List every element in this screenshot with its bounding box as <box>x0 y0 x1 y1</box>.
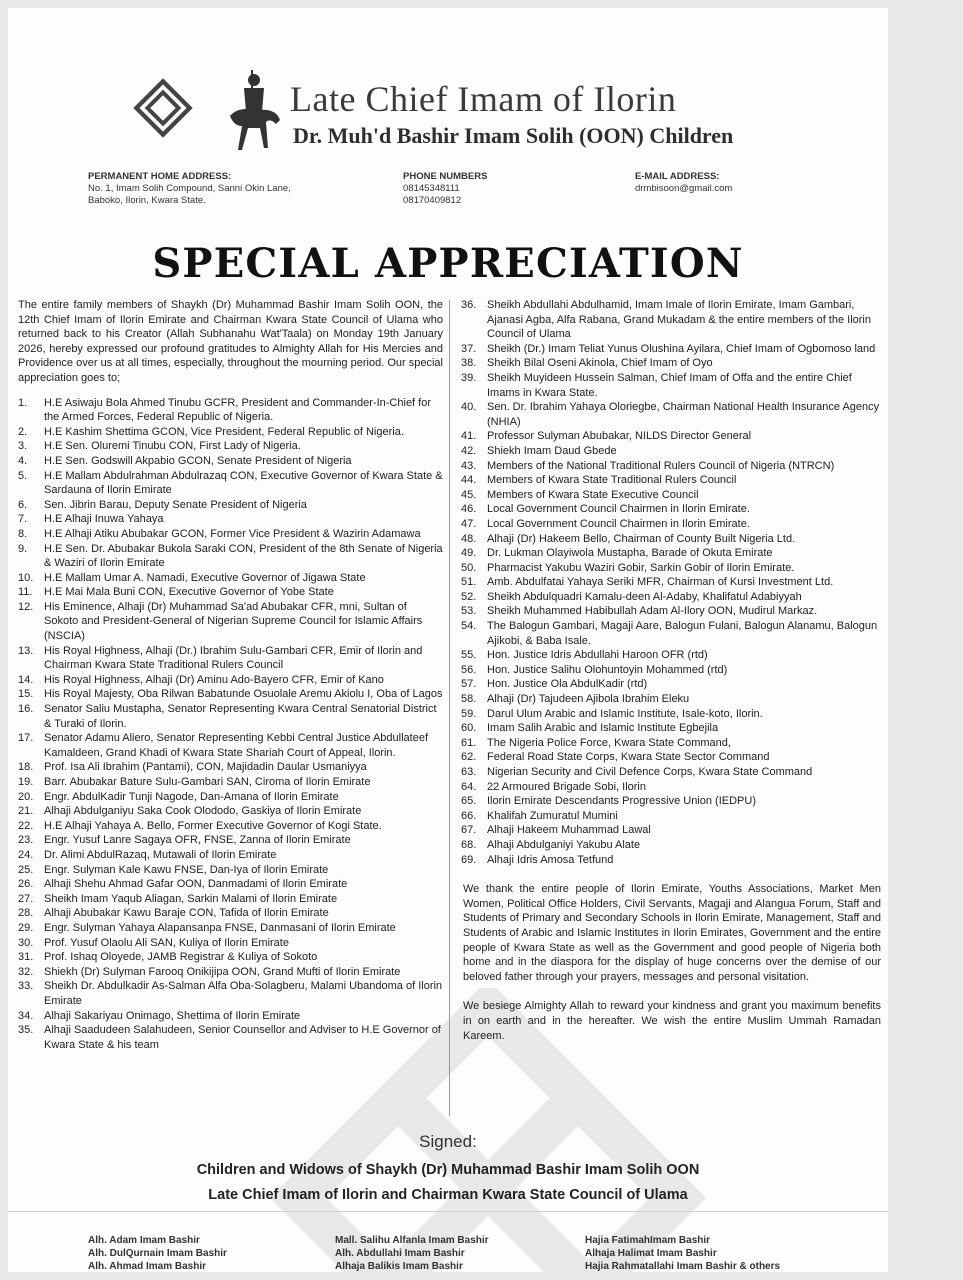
list-item <box>18 877 443 892</box>
list-item <box>18 775 443 790</box>
list-item-text: Federal Road State Corps, Kwara State Sector Command <box>487 751 770 764</box>
list-item-text: Professor Sulyman Abubakar, NILDS Director General <box>487 430 752 443</box>
list-item-number: 18. <box>18 761 34 774</box>
email-label: E-MAIL ADDRESS: <box>635 171 720 182</box>
email-block <box>635 171 835 195</box>
list-item-number: 3. <box>18 440 28 453</box>
list-item <box>18 702 443 731</box>
list-item <box>18 1009 443 1024</box>
list-item-number: 4. <box>18 454 28 467</box>
list-item <box>461 517 881 532</box>
list-item <box>461 648 881 663</box>
list-item-text: Engr. AbdulKadir Tunji Nagode, Dan-Amana of Ilorin Emirate <box>44 790 339 803</box>
list-item-text: Alhaji Saadudeen Salahudeen, Senior Counsellor and Adviser to H.E Governor of Kwara State & his team <box>44 1024 441 1051</box>
list-item <box>18 833 443 848</box>
list-item <box>18 921 443 936</box>
list-item <box>18 979 443 1008</box>
list-item <box>461 823 881 838</box>
list-item-number: 28. <box>18 907 34 920</box>
list-item-text: Dr. Alimi AbdulRazaq, Mutawali of Ilorin Emirate <box>44 848 277 861</box>
list-item-text: Prof. Yusuf Olaolu Ali SAN, Kuliya of Ilorin Emirate <box>44 936 289 949</box>
list-item-number: 61. <box>461 736 477 749</box>
list-item <box>18 965 443 980</box>
signed-label: Signed: <box>419 1132 477 1151</box>
list-item-text: Sheikh (Dr.) Imam Teliat Yunus Olushina Ayilara, Chief Imam of Ogbomoso land <box>487 342 876 355</box>
list-item-text: Alhaji Abdulganiyu Saka Cook Olododo, Gaskiya of Ilorin Emirate <box>44 805 362 818</box>
list-item-text: Prof. Ishaq Oloyede, JAMB Registrar & Kuliya of Sokoto <box>44 951 318 964</box>
appreciation-list-left <box>18 396 443 1053</box>
list-item-number: 31. <box>18 951 34 964</box>
list-item-number: 69. <box>461 853 477 866</box>
list-item-text: Shiekh Imam Daud Gbede <box>487 444 617 457</box>
list-item-number: 63. <box>461 766 477 778</box>
list-item-number: 10. <box>18 571 34 584</box>
list-item-text: H.E Mai Mala Buni CON, Executive Governor of Yobe State <box>44 586 334 599</box>
list-item-number: 50. <box>461 561 477 574</box>
list-item-number: 34. <box>18 1009 34 1022</box>
list-item <box>461 473 881 488</box>
list-item <box>461 750 881 765</box>
address-line: Baboko, Ilorin, Kwara State. <box>88 195 206 206</box>
page-headline: SPECIAL APPRECIATION <box>152 240 744 287</box>
list-item <box>18 644 443 673</box>
list-item-number: 67. <box>461 824 477 837</box>
signatory-name: Alh. Abdullahi Imam Bashir <box>335 1248 465 1259</box>
list-item <box>461 765 881 780</box>
list-item-text: H.E Mallam Umar A. Namadi, Executive Governor of Jigawa State <box>44 571 366 584</box>
list-item-number: 29. <box>18 921 34 934</box>
list-item-number: 64. <box>461 780 477 793</box>
list-item-text: H.E Asiwaju Bola Ahmed Tinubu GCFR, President and Commander-In-Chief for the Armed Forces, Federal Republic of Nigeria. <box>44 396 432 424</box>
list-item-text: His Royal Highness, Alhaji (Dr) Aminu Ado-Bayero CFR, Emir of Kano <box>44 673 384 686</box>
letterhead-title: Late Chief Imam of Ilorin <box>290 79 677 119</box>
letterhead <box>8 8 888 206</box>
list-item-text: Sheikh Abdulquadri Kamalu-deen Al-Adaby, Khalifatul Adabiyyah <box>487 590 802 603</box>
signatory-name: Alh. Adam Imam Bashir <box>88 1235 200 1246</box>
list-item <box>18 439 443 454</box>
list-item-number: 57. <box>461 678 477 691</box>
appreciation-page <box>8 8 888 1272</box>
list-item <box>461 794 881 809</box>
phone-label: PHONE NUMBERS <box>403 171 488 182</box>
address-block <box>88 171 338 207</box>
list-item-number: 36. <box>461 299 477 311</box>
signatory-name: Alh. Ahmad Imam Bashir <box>88 1261 206 1272</box>
list-item <box>461 575 881 590</box>
list-item-number: 44. <box>461 474 477 487</box>
list-item-text: Alhaji Hakeem Muhammad Lawal <box>487 824 651 837</box>
email-address: drmbisoon@gmail.com <box>635 183 733 194</box>
right-column <box>461 298 881 1043</box>
list-item-number: 12. <box>18 600 34 613</box>
list-item <box>461 663 881 678</box>
list-item-text: Sheikh Imam Yaqub Aliagan, Sarkin Malami of Ilorin Emirate <box>44 892 338 905</box>
list-item <box>461 459 881 474</box>
list-item <box>18 1023 443 1052</box>
list-item <box>461 488 881 503</box>
list-item <box>461 692 881 707</box>
list-item-text: His Eminence, Alhaji (Dr) Muhammad Sa'ad Abubakar CFR, mni, Sultan of Sokoto and President-General of Nigerian Supreme Council for Islamic Affairs (NSCIA) <box>44 600 423 643</box>
list-item-text: Barr. Abubakar Bature Sulu-Gambari SAN, Ciroma of Ilorin Emirate <box>44 776 371 788</box>
list-item-number: 48. <box>461 532 477 545</box>
list-item-number: 40. <box>461 401 477 414</box>
signatory-name: Mall. Salihu Alfanla Imam Bashir <box>335 1235 489 1246</box>
list-item-text: Local Government Council Chairmen in Ilorin Emirate. <box>487 503 750 516</box>
address-line: No. 1, Imam Solih Compound, Sanni Okin Lane, <box>88 183 291 194</box>
list-item <box>18 687 443 702</box>
list-item <box>461 604 881 619</box>
list-item-text: Engr. Sulyman Yahaya Alapansanpa FNSE, Danmasani of Ilorin Emirate <box>44 921 396 934</box>
list-item-number: 19. <box>18 776 34 788</box>
list-item-text: Sheikh Bilal Oseni Akinola, Chief Imam of Oyo <box>487 357 713 370</box>
signatories-title-line: Late Chief Imam of Ilorin and Chairman Kwara State Council of Ulama <box>208 1187 688 1203</box>
left-column <box>18 298 443 1052</box>
list-item-text: His Royal Highness, Alhaji (Dr.) Ibrahim Sulu-Gambari CFR, Emir of Ilorin and Chairman Kwara State Traditional Rulers Council <box>44 644 423 672</box>
intro-paragraph: The entire family members of Shaykh (Dr) Muhammad Bashir Imam Solih OON, the 12th Chief Imam of Ilorin Emirate and Chairman Kwara State Council of Ulama who returned back to his Creator (Allah Subhanahu Wat'Taala) on Monday 19th January 2026, hereby expressed our profound gratitudes to Almighty Allah for His Mercies and Providence over us at all times, especially, throughout the mourning period. Our special appreciation goes to; <box>18 299 443 384</box>
list-item-text: Sen. Jibrin Barau, Deputy Senate President of Nigeria <box>44 498 307 511</box>
list-item-number: 45. <box>461 488 477 501</box>
list-item-text: H.E Kashim Shettima GCON, Vice President, Federal Republic of Nigeria. <box>44 425 404 438</box>
list-item-number: 42. <box>461 444 477 457</box>
list-item-text: Pharmacist Yakubu Waziri Gobir, Sarkin Gobir of Ilorin Emirate. <box>487 561 795 574</box>
list-item <box>18 892 443 907</box>
list-item-text: Alhaji (Dr) Tajudeen Ajibola Ibrahim Eleku <box>487 693 690 706</box>
list-item-text: Sen. Dr. Ibrahim Yahaya Oloriegbe, Chairman National Health Insurance Agency (NHIA) <box>487 401 880 428</box>
names-column-2 <box>335 1234 489 1272</box>
phone-number: 08170409812 <box>403 195 462 206</box>
list-item <box>18 600 443 644</box>
list-item <box>18 542 443 571</box>
list-item <box>18 731 443 760</box>
list-item <box>461 502 881 517</box>
list-item <box>18 585 443 600</box>
list-item <box>18 863 443 878</box>
phone-number: 08145348111 <box>403 183 460 194</box>
list-item <box>461 736 881 751</box>
list-item-text: Shiekh (Dr) Sulyman Farooq Onikijipa OON, Grand Mufti of Ilorin Emirate <box>44 965 401 978</box>
list-item <box>461 444 881 459</box>
signatory-name: Alhaja Halimat Imam Bashir <box>585 1248 717 1259</box>
list-item <box>461 298 881 342</box>
list-item <box>18 950 443 965</box>
list-item <box>461 400 881 429</box>
list-item-text: Sheikh Dr. Abdulkadir As-Salman Alfa Oba-Solagberu, Malami Ubandoma of Ilorin Emirate <box>44 980 443 1007</box>
list-item <box>461 853 881 868</box>
list-item-number: 23. <box>18 834 34 847</box>
list-item-number: 32. <box>18 965 34 978</box>
list-item-text: Nigerian Security and Civil Defence Corps, Kwara State Command <box>487 766 813 778</box>
list-item-number: 56. <box>461 663 477 676</box>
list-item-text: Khalifah Zumuratul Mumini <box>487 809 618 822</box>
list-item-number: 24. <box>18 848 34 861</box>
list-item-number: 38. <box>461 357 477 370</box>
list-item <box>461 590 881 605</box>
list-item-number: 41. <box>461 430 477 443</box>
prayer-paragraph: We besiege Almighty Allah to reward your kindness and grant you maximum benefits in on earth and in the hereafter. We wish the entire Muslim Ummah Ramadan Kareem. <box>463 1000 881 1042</box>
list-item-text: Amb. Abdulfatai Yahaya Seriki MFR, Chairman of Kursi Investment Ltd. <box>487 576 834 589</box>
list-item <box>18 673 443 688</box>
signatory-name: Hajia FatimahImam Bashir <box>585 1235 711 1246</box>
list-item-text: Alhaji Idris Amosa Tetfund <box>487 853 614 866</box>
list-item-number: 17. <box>18 732 34 745</box>
list-item <box>461 838 881 853</box>
list-item-text: Engr. Sulyman Kale Kawu FNSE, Dan-Iya of Ilorin Emirate <box>44 863 329 876</box>
list-item-text: H.E Sen. Dr. Abubakar Bukola Saraki CON, President of the 8th Senate of Nigeria & Waziri of Ilorin Emirate <box>44 542 443 570</box>
list-item <box>461 561 881 576</box>
list-item-number: 47. <box>461 517 477 530</box>
list-item-text: Prof. Isa Ali Ibrahim (Pantami), CON, Majidadin Daular Usmaniyya <box>44 761 367 774</box>
list-item-number: 27. <box>18 892 34 905</box>
list-item-text: Hon. Justice Ola AbdulKadir (rtd) <box>487 678 648 691</box>
list-item <box>461 546 881 561</box>
list-item <box>461 721 881 736</box>
list-item-number: 11. <box>18 586 33 599</box>
list-item <box>461 356 881 371</box>
names-column-3 <box>585 1234 780 1272</box>
horse-rider-icon <box>218 68 288 158</box>
list-item-number: 39. <box>461 371 477 384</box>
list-item-text: Darul Ulum Arabic and Islamic Institute, Isale-koto, Ilorin. <box>487 707 763 720</box>
list-item <box>461 371 881 400</box>
list-item <box>461 619 881 648</box>
list-item-text: Alhaji Sakariyau Onimago, Shettima of Ilorin Emirate <box>44 1009 301 1022</box>
list-item <box>18 512 443 527</box>
list-item-text: Sheikh Abdullahi Abdulhamid, Imam Imale of Ilorin Emirate, Imam Gambari, Ajanasi Agba, Alfa Rabana, Grand Mukadam & the entire members of the Ilorin Council of Ulama <box>487 299 871 341</box>
list-item <box>18 848 443 863</box>
closing-paragraph: We thank the entire people of Ilorin Emirate, Youths Associations, Market Men Women, Political Office Holders, Civil Servants, Magaji and Alangua Forum, Staff and Students of Primary and Secondary Schools in Ilorin Emirate, Management, Staff and Students of Arabic and Islamic Institutes in Ilorin Emirates, Government and the entire people of Kwara State as well as the Government and good people of Nigeria both home and in the diaspora for the display of huge concerns over the demise of our beloved father through your prayers, messages and personal visitation. <box>463 883 881 983</box>
list-item-number: 35. <box>18 1024 34 1037</box>
list-item-text: H.E Alhaji Atiku Abubakar GCON, Former Vice President & Wazirin Adamawa <box>44 527 421 540</box>
list-item <box>18 571 443 586</box>
list-item <box>461 342 881 357</box>
emblem-logo-icon <box>130 75 196 141</box>
list-item-number: 8. <box>18 527 28 540</box>
list-item-text: Sheikh Muhammed Habibullah Adam Al-Ilory OON, Mudirul Markaz. <box>487 605 818 618</box>
list-item-number: 33. <box>18 980 34 993</box>
list-item-text: Members of Kwara State Traditional Rulers Council <box>487 474 737 487</box>
appreciation-list-right <box>461 298 881 867</box>
list-item-number: 66. <box>461 809 477 822</box>
list-item <box>18 527 443 542</box>
list-item-number: 16. <box>18 703 34 716</box>
list-item-number: 30. <box>18 936 34 949</box>
list-item-number: 43. <box>461 459 477 472</box>
list-item <box>18 936 443 951</box>
list-item-text: Sheikh Muyideen Hussein Salman, Chief Imam of Offa and the entire Chief Imams in Kwara State. <box>487 371 852 399</box>
list-item-number: 58. <box>461 693 477 706</box>
list-item-text: H.E Sen. Oluremi Tinubu CON, First Lady of Nigeria. <box>44 440 301 453</box>
list-item-text: The Nigeria Police Force, Kwara State Command, <box>487 736 731 749</box>
list-item-number: 2. <box>18 425 28 438</box>
list-item-text: Members of Kwara State Executive Council <box>487 488 699 501</box>
column-divider <box>449 300 450 1116</box>
list-item <box>18 469 443 498</box>
list-item <box>18 760 443 775</box>
list-item-number: 37. <box>461 342 477 355</box>
list-item-text: The Balogun Gambari, Magaji Aare, Balogun Fulani, Balogun Alanamu, Balogun Ajikobi, & Baba Isale. <box>487 620 878 647</box>
signatory-name: Alh. DulQurnain Imam Bashir <box>88 1248 227 1259</box>
list-item-number: 14. <box>18 673 34 686</box>
list-item <box>18 425 443 440</box>
list-item-number: 55. <box>461 649 477 662</box>
list-item-text: Engr. Yusuf Lanre Sagaya OFR, FNSE, Zanna of Ilorin Emirate <box>44 834 351 847</box>
list-item-number: 54. <box>461 620 477 633</box>
list-item <box>18 804 443 819</box>
list-item-text: 22 Armoured Brigade Sobi, Ilorin <box>487 780 646 793</box>
list-item <box>18 819 443 834</box>
list-item-text: Members of the National Traditional Rulers Council of Nigeria (NTRCN) <box>487 459 835 472</box>
list-item <box>18 454 443 469</box>
list-item-text: H.E Mallam Abdulrahman Abdulrazaq CON, Executive Governor of Kwara State & Sardauna of Ilorin Emirate <box>44 469 443 497</box>
list-item <box>461 780 881 795</box>
list-item <box>18 790 443 805</box>
list-item-text: Hon. Justice Idris Abdullahi Haroon OFR (rtd) <box>487 649 708 662</box>
names-column-1 <box>88 1234 227 1272</box>
list-item <box>461 429 881 444</box>
list-item-text: Alhaji Abdulganiyi Yakubu Alate <box>487 838 641 851</box>
list-item-number: 5. <box>18 469 28 482</box>
list-item-text: His Royal Majesty, Oba Rilwan Babatunde Osuolale Aremu Akiolu I, Oba of Lagos <box>44 688 443 701</box>
list-item-number: 59. <box>461 707 477 720</box>
list-item-number: 25. <box>18 863 34 876</box>
list-item-number: 68. <box>461 838 477 851</box>
list-item-text: Alhaji (Dr) Hakeem Bello, Chairman of County Built Nigeria Ltd. <box>487 532 796 545</box>
list-item-text: Alhaji Abubakar Kawu Baraje CON, Tafida of Ilorin Emirate <box>44 907 329 920</box>
list-item-text: Ilorin Emirate Descendants Progressive Union (IEDPU) <box>487 795 756 808</box>
list-item-number: 21. <box>18 805 34 818</box>
letterhead-subtitle: Dr. Muh'd Bashir Imam Solih (OON) Children <box>293 123 734 148</box>
list-item <box>461 809 881 824</box>
signatory-name: Alhaja Balikis Imam Bashir <box>335 1261 463 1272</box>
address-label: PERMANENT HOME ADDRESS: <box>88 171 232 182</box>
list-item-text: Dr. Lukman Olayiwola Mustapha, Barade of Okuta Emirate <box>487 547 773 560</box>
list-item <box>461 677 881 692</box>
list-item-number: 13. <box>18 644 34 657</box>
list-item-number: 51. <box>461 576 477 589</box>
list-item-number: 52. <box>461 590 477 603</box>
phone-block <box>403 171 553 207</box>
list-item-number: 7. <box>18 513 28 526</box>
list-item-number: 65. <box>461 795 477 808</box>
list-item-number: 26. <box>18 878 34 891</box>
list-item-text: Imam Salih Arabic and Islamic Institute Egbejila <box>487 722 719 735</box>
list-item-number: 22. <box>18 819 34 832</box>
list-item-text: Senator Adamu Aliero, Senator Representing Kebbi Central Justice Abdullateef Kamaldeen, Grand Khadi of Kwara State Shariah Court of Appeal, Ilorin. <box>44 732 429 759</box>
list-item-text: Hon. Justice Salihu Olohuntoyin Mohammed (rtd) <box>487 663 728 676</box>
list-item <box>461 707 881 722</box>
list-item-number: 49. <box>461 547 477 560</box>
list-item-number: 6. <box>18 498 28 511</box>
list-item-number: 60. <box>461 722 477 735</box>
list-item-text: Alhaji Shehu Ahmad Gafar OON, Danmadami of Ilorin Emirate <box>44 878 348 891</box>
list-item-text: Senator Saliu Mustapha, Senator Representing Kwara Central Senatorial District & Turaki of Ilorin. <box>44 703 437 730</box>
list-item-number: 15. <box>18 688 34 701</box>
list-item <box>461 532 881 547</box>
list-item <box>18 906 443 921</box>
list-item-number: 9. <box>18 542 28 555</box>
list-item-text: H.E Alhaji Inuwa Yahaya <box>44 513 164 526</box>
list-item <box>18 498 443 513</box>
list-item-number: 46. <box>461 503 477 516</box>
separator <box>8 1211 888 1212</box>
list-item-text: H.E Alhaji Yahaya A. Bello, Former Executive Governor of Kogi State. <box>44 819 382 832</box>
list-item-text: Local Government Council Chairmen in Ilorin Emirate. <box>487 517 750 530</box>
signatory-name: Hajia Rahmatallahi Imam Bashir & others <box>585 1261 781 1272</box>
list-item-number: 1. <box>18 396 28 409</box>
list-item-text: H.E Sen. Godswill Akpabio GCON, Senate President of Nigeria <box>44 454 352 467</box>
list-item <box>18 396 443 425</box>
list-item-number: 53. <box>461 605 477 618</box>
list-item-number: 62. <box>461 751 477 764</box>
list-item-number: 20. <box>18 790 34 803</box>
signatories-line: Children and Widows of Shaykh (Dr) Muhammad Bashir Imam Solih OON <box>196 1162 700 1178</box>
